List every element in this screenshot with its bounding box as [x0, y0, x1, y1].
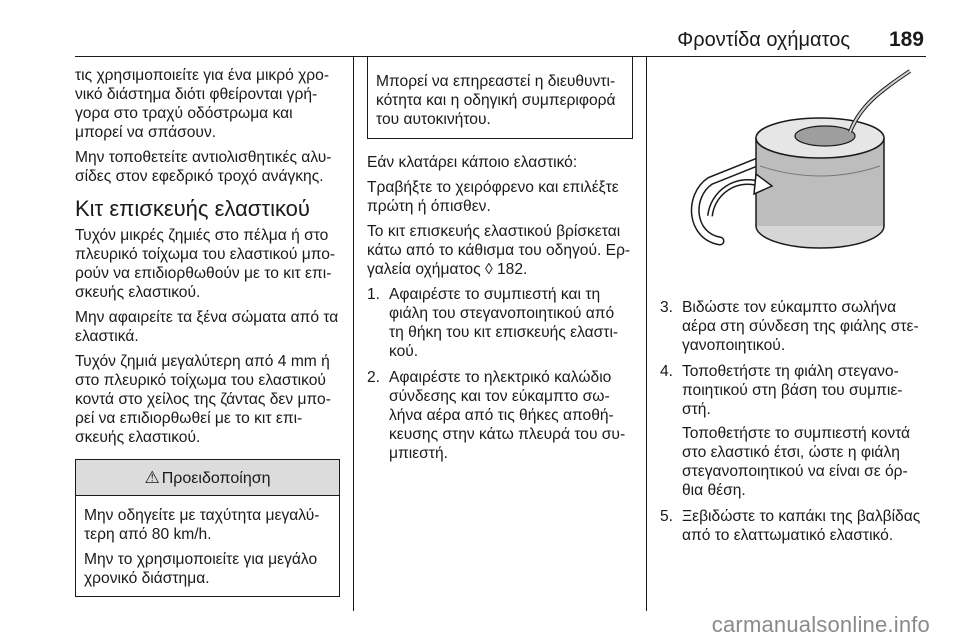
warning-paragraph: Μην το χρησιμοποιείτε για μεγάλο χρονικό διάστημα.: [84, 551, 318, 587]
step-number: 4.: [660, 363, 674, 380]
step-text: Αφαιρέστε το ηλεκτρικό καλώδιο σύνδεσης και τον εύκαμπτο σω‐ λήνα αέρα από τις θήκες αποθή‐ κευσης στην κάτω πλευρά του συ‐ μπιεστή.: [389, 369, 626, 462]
warning-title: Προειδοποίηση: [161, 470, 271, 487]
illustration-svg: [660, 66, 925, 284]
steps-list: [367, 285, 633, 463]
intro-paragraph: τις χρησιμοποιείτε για ένα μικρό χρο‐ νικό διάστημα διότι φθείρονται γρή‐ γορα στο τραχύ οδόστρωμα και μπορεί να σπάσουν.: [75, 67, 330, 141]
page-header: [0, 0, 960, 56]
list-item: [367, 368, 633, 463]
warning-continued-text: Μπορεί να επηρεαστεί η διευθυντι‐ κότητα και η οδηγική συμπεριφορά του αυτοκινήτου.: [376, 73, 616, 128]
warning-paragraph: Μην οδηγείτε με ταχύτητα μεγαλύ‐ τερη από 80 km/h.: [84, 507, 320, 543]
step-number: 1.: [367, 286, 381, 303]
watermark-link[interactable]: carmanualsonline.info: [711, 612, 930, 637]
steps-list: [660, 298, 925, 545]
step-text: Βιδώστε τον εύκαμπτο σωλήνα αέρα στη σύνδεση της φιάλης στε‐ γανοποιητικού.: [682, 299, 919, 354]
step-subtext: Τοποθετήστε το συμπιεστή κοντά στο ελαστικό έτσι, ώστε η φιάλη στεγανοποιητικού να είναι σε όρ‐ θια θέση.: [682, 425, 911, 499]
intro-paragraph: Μην τοποθετείτε αντιολισθητικές αλυ‐ σίδες στον εφεδρικό τροχό ανάγκης.: [75, 149, 332, 185]
step-number: 3.: [660, 299, 674, 316]
body-paragraph: Τραβήξτε το χειρόφρενο και επιλέξτε πρώτη ή όπισθεν.: [367, 179, 619, 215]
warning-header: [76, 460, 339, 496]
body-paragraph: Μην αφαιρείτε τα ξένα σώματα από τα ελαστικά.: [75, 309, 339, 345]
right-column: [660, 66, 925, 552]
middle-column: [367, 66, 633, 470]
bottle-cap: [795, 126, 855, 146]
list-item: [660, 298, 925, 355]
body-paragraph: Τυχόν ζημιά μεγαλύτερη από 4 mm ή στο πλευρικό τοίχωμα του ελαστικού κοντά στο χείλος της ζάντας δεν μπο‐ ρεί να επιδιορθωθεί με το κιτ επι‐ σκευής ελαστικού.: [75, 353, 331, 446]
step-number: 2.: [367, 369, 381, 386]
step-text: Αφαιρέστε το συμπιεστή και τη φιάλη του στεγανοποιητικού από τη θήκη του κιτ επισκευής ελαστι‐ κού.: [389, 286, 619, 360]
warning-box-spacer: [376, 62, 624, 72]
warning-continued-box: [367, 56, 633, 139]
body-paragraph: Τυχόν μικρές ζημιές στο πέλμα ή στο πλευρικό τοίχωμα του ελαστικού μπο‐ ρούν να επιδιορθωθούν με το κιτ επι‐ σκευής ελαστικού.: [75, 227, 336, 301]
warning-box: [75, 459, 340, 597]
body-paragraph: Το κιτ επισκευής ελαστικού βρίσκεται κάτω από το κάθισμα του οδηγού. Ερ‐ γαλεία οχήματος ◊ 182.: [367, 223, 631, 278]
section-heading: Κιτ επισκευής ελαστικού: [75, 196, 310, 221]
list-item: [660, 507, 925, 545]
page-number: 189: [888, 28, 924, 51]
left-column: [75, 66, 340, 597]
chapter-title: Φροντίδα οχήματος: [677, 29, 850, 51]
step-number: 5.: [660, 508, 674, 525]
list-item: [660, 362, 925, 500]
sealant-bottle-hose-illustration: [660, 66, 925, 284]
step-text: Ξεβιδώστε το καπάκι της βαλβίδας από το ελαττωματικό ελαστικό.: [682, 508, 921, 544]
column-divider-right: [646, 56, 647, 611]
list-item: [367, 285, 633, 361]
warning-triangle-icon: ⚠: [144, 468, 160, 487]
step-text: Τοποθετήστε τη φιάλη στεγανο‐ ποιητικού στη βάση του συμπιε‐ στή.: [682, 363, 903, 418]
warning-body: [76, 496, 339, 596]
body-paragraph: Εάν κλατάρει κάποιο ελαστικό:: [367, 154, 578, 171]
column-divider-left: [353, 56, 354, 611]
